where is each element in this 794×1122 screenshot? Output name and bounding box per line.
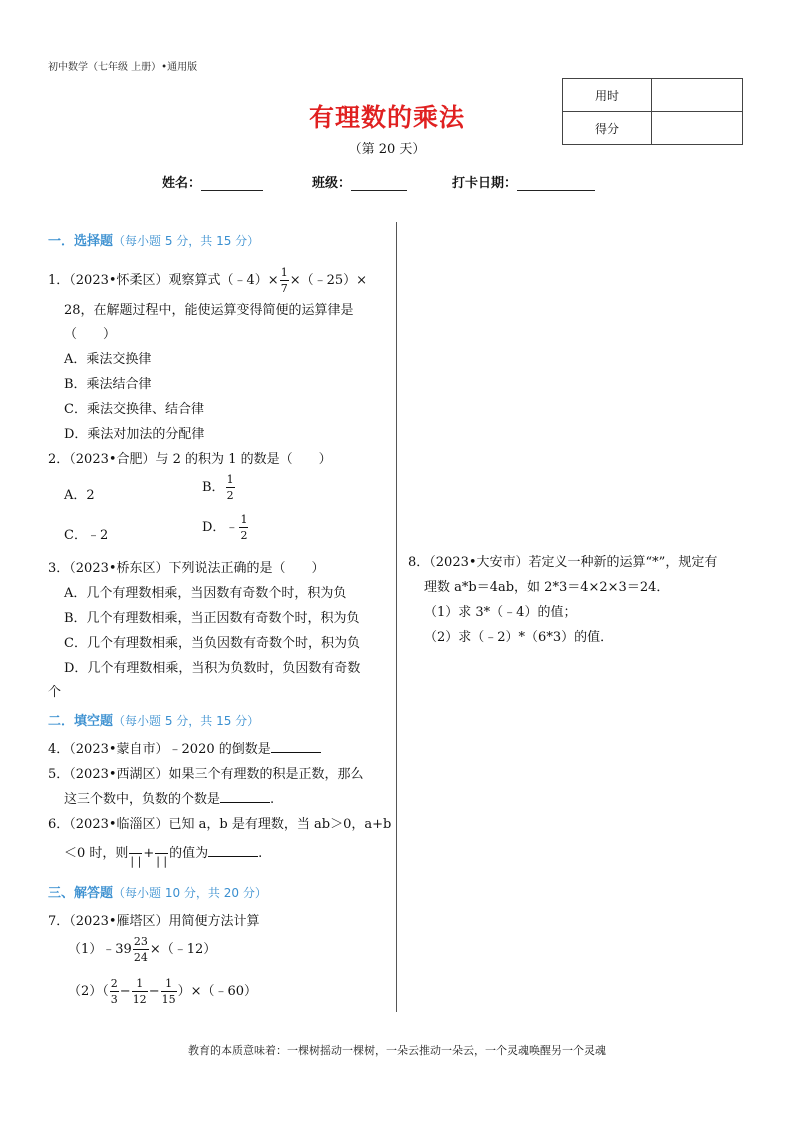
- q2-option-b[interactable]: B． $\frac{1}{2}$: [202, 473, 234, 502]
- name-label: 姓名：: [162, 176, 202, 191]
- answer-blank[interactable]: [208, 844, 258, 857]
- question-8-sub-1: （1）求 3*（﹣4）的值；: [424, 605, 577, 620]
- section-title: 二．填空题: [48, 714, 114, 729]
- date-label: 打卡日期：: [452, 176, 518, 191]
- answer-blank[interactable]: [220, 790, 270, 803]
- question-3-stem: 3．（2023•桥东区）下列说法正确的是（ ）: [48, 561, 325, 576]
- answer-paren: （ ）: [64, 327, 117, 342]
- question-1-text-cont: ×（﹣25）×: [289, 273, 368, 288]
- date-row: [452, 172, 595, 191]
- class-label: 班级：: [312, 176, 352, 191]
- score-field[interactable]: [652, 112, 743, 145]
- section-title: 三、解答题: [48, 886, 114, 901]
- class-row: [312, 172, 407, 191]
- question-8-line-1: 8．（2023•大安市）若定义一种新的运算“*”，规定有: [408, 555, 718, 570]
- option-c[interactable]: C．乘法交换律、结合律: [64, 402, 204, 417]
- time-label: 用时: [563, 79, 652, 112]
- name-row: [162, 172, 263, 191]
- question-8-line-2: 理数 a*b＝4ab，如 2*3＝4×2×3＝24．: [424, 580, 670, 595]
- section-note: （每小题 10 分，共 20 分）: [113, 886, 267, 900]
- question-5-line-2: 这三个数中，负数的个数是 .: [64, 792, 275, 807]
- q3-option-d-tail: 个: [48, 685, 62, 700]
- score-table: [562, 78, 743, 145]
- question-4: 4．（2023•蒙自市）﹣2020 的倒数是: [48, 738, 321, 757]
- option-a[interactable]: A．乘法交换律: [64, 352, 152, 367]
- question-1-line-2: 28，在解题过程中，能使运算变得简便的运算律是: [64, 303, 354, 318]
- q3-option-a[interactable]: A．几个有理数相乘，当因数有奇数个时，积为负: [64, 586, 347, 601]
- fraction: $\frac{1}{7}$: [280, 266, 288, 295]
- day-label: （第 20 天）: [348, 142, 426, 157]
- question-6-line-1: 6．（2023•临淄区）已知 a，b 是有理数，当 ab＞0，a+b: [48, 817, 392, 832]
- q2-option-a[interactable]: A．2: [64, 488, 95, 503]
- question-2-stem: 2．（2023•合肥）与 2 的积为 1 的数是（ ）: [48, 452, 332, 467]
- page-title: 有理数的乘法: [308, 103, 465, 132]
- q2-option-c[interactable]: C．﹣2: [64, 528, 109, 543]
- question-7-stem: 7．（2023•雁塔区）用简便方法计算: [48, 914, 260, 929]
- name-field[interactable]: [201, 176, 263, 191]
- footer-quote: 教育的本质意味着：一棵树摇动一棵树，一朵云推动一朵云，一个灵魂唤醒另一个灵魂: [188, 1044, 606, 1057]
- time-field[interactable]: [652, 79, 743, 112]
- question-6-line-2: ＜0 时，则 | | + | | 的值为 .: [64, 846, 263, 868]
- option-b[interactable]: B．乘法结合律: [64, 377, 152, 392]
- column-divider: [396, 222, 397, 1012]
- question-1-text: 1．（2023•怀柔区）观察算式（﹣4）×: [48, 273, 279, 288]
- course-header: 初中数学（七年级 上册）•通用版: [48, 62, 198, 73]
- q3-option-c[interactable]: C．几个有理数相乘，当负因数有奇数个时，积为负: [64, 636, 360, 651]
- q3-option-d[interactable]: D．几个有理数相乘，当积为负数时，负因数有奇数: [64, 661, 361, 676]
- date-field[interactable]: [517, 176, 595, 191]
- question-7-part-2: （2）（ $\frac{2}{3}$ − $\frac{1}{12}$ − $\frac{1}{15}$ ）×（﹣60）: [68, 977, 258, 1006]
- question-1-line-1: [48, 267, 367, 294]
- question-5-line-1: 5．（2023•西湖区）如果三个有理数的积是正数，那么: [48, 767, 364, 782]
- score-label: 得分: [563, 112, 652, 145]
- q3-option-b[interactable]: B．几个有理数相乘，当正因数有奇数个时，积为负: [64, 611, 360, 626]
- section-note: （每小题 5 分，共 15 分）: [113, 714, 260, 728]
- question-8-sub-2: （2）求（﹣2）*（6*3）的值．: [424, 630, 614, 645]
- question-7-part-1: （1）﹣39 $\frac{23}{24}$ ×（﹣12）: [68, 935, 217, 964]
- q2-option-d[interactable]: D．﹣ $\frac{1}{2}$: [202, 513, 248, 542]
- option-d[interactable]: D．乘法对加法的分配律: [64, 427, 205, 442]
- section-choice: [48, 230, 259, 249]
- section-title: 一．选择题: [48, 234, 114, 249]
- class-field[interactable]: [351, 176, 407, 191]
- answer-blank[interactable]: [271, 740, 321, 753]
- section-fill: [48, 710, 259, 729]
- section-solve: [48, 882, 267, 901]
- section-note: （每小题 5 分，共 15 分）: [113, 234, 260, 248]
